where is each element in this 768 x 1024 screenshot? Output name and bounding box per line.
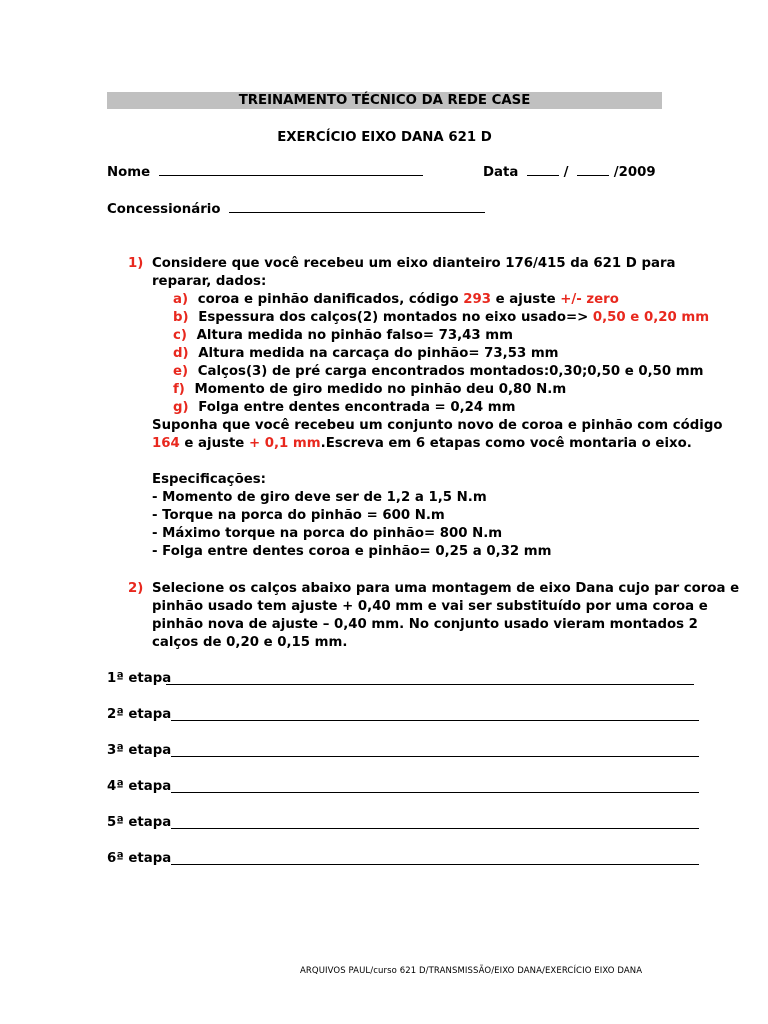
list-item: [173, 345, 559, 363]
suppose-line-1: Suponha que você recebeu um conjunto novo de coroa e pinhão com código: [152, 418, 723, 433]
item-letter: e): [173, 364, 189, 379]
etapa-2-label: 2ª etapa: [107, 707, 172, 722]
name-label: Nome: [107, 165, 151, 180]
dealer-field[interactable]: [229, 201, 485, 213]
exercise-subtitle: EXERCÍCIO EIXO DANA 621 D: [277, 130, 492, 145]
name-field[interactable]: [159, 164, 423, 176]
etapa-5-label: 5ª etapa: [107, 815, 172, 830]
item-letter: f): [173, 382, 185, 397]
list-item: [173, 363, 704, 381]
item-text: Folga entre dentes encontrada = 0,24 mm: [198, 400, 516, 415]
suppose-text: e ajuste: [179, 436, 249, 451]
question-1-number: 1): [128, 256, 144, 271]
new-code-highlight: 164: [152, 436, 180, 451]
list-item: [173, 399, 515, 417]
item-letter: d): [173, 346, 189, 361]
item-letter: c): [173, 328, 187, 343]
item-text: e ajuste: [491, 292, 561, 307]
spec-item: - Momento de giro deve ser de 1,2 a 1,5 N.m: [152, 490, 487, 505]
item-letter: a): [173, 292, 189, 307]
etapa-1-label: 1ª etapa: [107, 671, 172, 686]
dealer-row: [107, 201, 485, 219]
list-item: [173, 381, 566, 399]
suppose-text: .Escreva em 6 etapas como você montaria o eixo.: [320, 436, 692, 451]
etapa-3-answer-line[interactable]: [171, 756, 699, 757]
item-text: Calços(3) de pré carga encontrados montados:0,30;0,50 e 0,50 mm: [197, 364, 704, 379]
footer-path: ARQUIVOS PAUL/curso 621 D/TRANSMISSÃO/EIXO DANA/EXERCÍCIO EIXO DANA: [300, 966, 643, 976]
etapa-3-label: 3ª etapa: [107, 743, 172, 758]
question-1-intro-line-1: Considere que você recebeu um eixo dianteiro 176/415 da 621 D para: [152, 256, 676, 271]
new-adjust-highlight: + 0,1 mm: [248, 436, 321, 451]
item-text: Altura medida na carcaça do pinhão= 73,53 mm: [198, 346, 559, 361]
item-text: coroa e pinhão danificados, código: [197, 292, 464, 307]
list-item: [173, 309, 709, 327]
etapa-4-label: 4ª etapa: [107, 779, 172, 794]
item-highlight: +/- zero: [560, 292, 619, 307]
item-highlight: 293: [463, 292, 492, 307]
item-highlight: 0,50 e 0,20 mm: [592, 310, 710, 325]
question-2-line: pinhão usado tem ajuste + 0,40 mm e vai ser substituído por uma coroa e: [152, 599, 708, 614]
date-year: /2009: [613, 165, 656, 180]
spec-item: - Folga entre dentes coroa e pinhão= 0,25 a 0,32 mm: [152, 544, 552, 559]
etapa-4-answer-line[interactable]: [171, 792, 699, 793]
suppose-line-2: [152, 435, 692, 453]
specs-title: Especificações:: [152, 472, 266, 487]
etapa-6-answer-line[interactable]: [171, 864, 699, 865]
item-text: Altura medida no pinhão falso= 73,43 mm: [196, 328, 514, 343]
question-1-intro-line-2: reparar, dados:: [152, 274, 267, 289]
date-day-field[interactable]: [527, 164, 559, 176]
date-label: Data: [483, 165, 519, 180]
spec-item: - Torque na porca do pinhão = 600 N.m: [152, 508, 445, 523]
list-item: [173, 327, 513, 345]
list-item: [173, 291, 619, 309]
question-2-line: calços de 0,20 e 0,15 mm.: [152, 635, 348, 650]
name-row: [107, 164, 423, 182]
item-text: Espessura dos calços(2) montados no eixo usado=>: [198, 310, 593, 325]
question-2-line: Selecione os calços abaixo para uma montagem de eixo Dana cujo par coroa e: [152, 581, 740, 596]
etapa-2-answer-line[interactable]: [171, 720, 699, 721]
item-text: Momento de giro medido no pinhão deu 0,80 N.m: [194, 382, 567, 397]
page-title: TREINAMENTO TÉCNICO DA REDE CASE: [238, 93, 531, 108]
question-2-number: 2): [128, 581, 144, 596]
spec-item: - Máximo torque na porca do pinhão= 800 N.m: [152, 526, 503, 541]
item-letter: b): [173, 310, 189, 325]
etapa-6-label: 6ª etapa: [107, 851, 172, 866]
item-letter: g): [173, 400, 189, 415]
dealer-label: Concessionário: [107, 202, 221, 217]
date-row: [483, 164, 656, 182]
question-2-line: pinhão nova de ajuste – 0,40 mm. No conjunto usado vieram montados 2: [152, 617, 698, 632]
date-separator: /: [563, 165, 569, 180]
date-month-field[interactable]: [577, 164, 609, 176]
etapa-1-answer-line[interactable]: [166, 684, 694, 685]
etapa-5-answer-line[interactable]: [171, 828, 699, 829]
